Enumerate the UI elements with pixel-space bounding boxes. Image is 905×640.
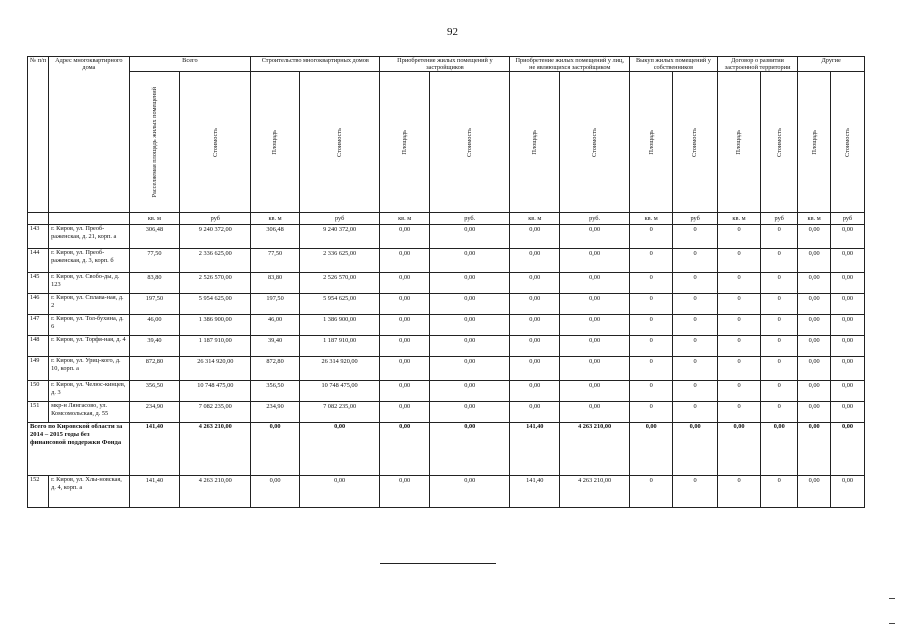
row-value: 0 xyxy=(630,336,673,357)
subheader-cost: Стоимость xyxy=(299,72,379,213)
row-value: 1 187 910,00 xyxy=(180,336,251,357)
header-row-sub xyxy=(28,72,865,213)
row-value: 0,00 xyxy=(430,294,510,315)
row-address: г. Киров, ул. Уриц-кого, д. 10, корп. а xyxy=(49,357,129,381)
row-value: 0 xyxy=(673,249,717,273)
row-value: 77,50 xyxy=(251,249,300,273)
row-value: 0,00 xyxy=(798,357,831,381)
row-value: 0 xyxy=(717,402,760,423)
table-row xyxy=(28,225,865,249)
row-value: 26 314 920,00 xyxy=(299,357,379,381)
row-value: 7 082 235,00 xyxy=(180,402,251,423)
row-value: 39,40 xyxy=(129,336,180,357)
margin-mark xyxy=(889,623,895,624)
row-address: мкр-н Лянгасово, ул. Комсомольская, д. 55 xyxy=(49,402,129,423)
subheader-area: Площадь xyxy=(510,72,560,213)
row-value: 0,00 xyxy=(380,225,430,249)
row-address: г. Киров, ул. Челюс-кинцев, д. 3 xyxy=(49,381,129,402)
row-value: 0 xyxy=(673,381,717,402)
row-value: 0,00 xyxy=(831,294,865,315)
footer-divider xyxy=(380,563,496,564)
row-address: г. Киров, ул. Тол-бухина, д. 6 xyxy=(49,315,129,336)
row-value: 0,00 xyxy=(430,249,510,273)
row-value: 0 xyxy=(717,336,760,357)
row-value: 0,00 xyxy=(430,402,510,423)
row-value: 0,00 xyxy=(831,357,865,381)
row-value: 0 xyxy=(630,402,673,423)
row-value: 0 xyxy=(717,315,760,336)
row-value: 0,00 xyxy=(430,273,510,294)
row-value: 2 526 570,00 xyxy=(299,273,379,294)
row-value: 0,00 xyxy=(380,315,430,336)
group-developer-purchase-header: Приобретение жилых помещений у застройщиков xyxy=(380,57,510,72)
row-value: 0 xyxy=(761,381,798,402)
row-value: 0,00 xyxy=(430,357,510,381)
row-value: 356,50 xyxy=(251,381,300,402)
row-value: 0,00 xyxy=(430,315,510,336)
unit-rub: руб xyxy=(831,213,865,225)
units-empty xyxy=(28,213,49,225)
row-value: 1 187 910,00 xyxy=(299,336,379,357)
row-value: 0 xyxy=(673,315,717,336)
row-value: 306,48 xyxy=(129,225,180,249)
row-value: 0,00 xyxy=(831,381,865,402)
housing-table xyxy=(27,56,865,508)
row-value: 872,80 xyxy=(251,357,300,381)
unit-sqm: кв. м xyxy=(251,213,300,225)
subheader-cost: Стоимость xyxy=(180,72,251,213)
row-value: 0,00 xyxy=(380,402,430,423)
total-value: 0,00 xyxy=(299,423,379,476)
row-value: 83,80 xyxy=(129,273,180,294)
row-value: 0 xyxy=(630,225,673,249)
row-value: 872,80 xyxy=(129,357,180,381)
row-value: 2 526 570,00 xyxy=(180,273,251,294)
table-row xyxy=(28,381,865,402)
row-value: 46,00 xyxy=(129,315,180,336)
row-value: 306,48 xyxy=(251,225,300,249)
row-value: 0 xyxy=(761,476,798,508)
row-value: 0,00 xyxy=(430,381,510,402)
row-value: 0,00 xyxy=(430,476,510,508)
row-number: 152 xyxy=(28,476,49,508)
table-row xyxy=(28,357,865,381)
unit-sqm: кв. м xyxy=(630,213,673,225)
page-number: 92 xyxy=(447,26,458,38)
row-value: 0 xyxy=(630,381,673,402)
unit-rub: руб xyxy=(180,213,251,225)
row-value: 0,00 xyxy=(380,357,430,381)
table-row xyxy=(28,249,865,273)
unit-rub: руб xyxy=(299,213,379,225)
row-value: 0 xyxy=(673,402,717,423)
table-row xyxy=(28,402,865,423)
row-number: 148 xyxy=(28,336,49,357)
row-number: 151 xyxy=(28,402,49,423)
row-address: г. Киров, ул. Преоб-раженская, д. 3, корп. б xyxy=(49,249,129,273)
row-value: 0,00 xyxy=(798,336,831,357)
group-nondeveloper-purchase-header: Приобретение жилых помещений у лиц, не являющихся застройщиком xyxy=(510,57,630,72)
row-value: 0 xyxy=(761,315,798,336)
subheader-area: Площадь xyxy=(798,72,831,213)
row-value: 0,00 xyxy=(798,273,831,294)
row-value: 9 240 372,00 xyxy=(180,225,251,249)
row-value: 0,00 xyxy=(798,225,831,249)
row-value: 7 082 235,00 xyxy=(299,402,379,423)
row-value: 0 xyxy=(761,402,798,423)
row-value: 0,00 xyxy=(380,294,430,315)
row-value: 0,00 xyxy=(380,381,430,402)
row-value: 0 xyxy=(673,357,717,381)
row-value: 0,00 xyxy=(798,476,831,508)
row-value: 0,00 xyxy=(510,402,560,423)
row-value: 10 748 475,00 xyxy=(180,381,251,402)
subheader-cost: Стоимость xyxy=(831,72,865,213)
group-construction-header: Строительство многоквартирных домов xyxy=(251,57,380,72)
row-value: 0,00 xyxy=(560,249,630,273)
row-value: 0 xyxy=(717,381,760,402)
row-value: 0 xyxy=(717,225,760,249)
row-value: 0,00 xyxy=(380,273,430,294)
total-value: 0,00 xyxy=(831,423,865,476)
total-value: 0,00 xyxy=(630,423,673,476)
group-buyout-header: Выкуп жилых помещений у собственников xyxy=(630,57,718,72)
total-value: 4 263 210,00 xyxy=(560,423,630,476)
row-value: 0 xyxy=(630,273,673,294)
row-value: 0,00 xyxy=(560,336,630,357)
row-value: 5 954 625,00 xyxy=(299,294,379,315)
total-row xyxy=(28,423,865,476)
row-value: 234,90 xyxy=(251,402,300,423)
row-value: 0 xyxy=(761,273,798,294)
row-number: 147 xyxy=(28,315,49,336)
row-address: г. Киров, ул. Сплава-ная, д. 2 xyxy=(49,294,129,315)
total-value: 0,00 xyxy=(673,423,717,476)
row-value: 9 240 372,00 xyxy=(299,225,379,249)
row-value: 0 xyxy=(717,273,760,294)
row-value: 2 336 625,00 xyxy=(299,249,379,273)
unit-sqm: кв. м xyxy=(380,213,430,225)
row-address: г. Киров, ул. Свобо-ды, д. 123 xyxy=(49,273,129,294)
row-value: 0,00 xyxy=(510,315,560,336)
row-value: 0,00 xyxy=(380,249,430,273)
row-number: 143 xyxy=(28,225,49,249)
row-address: г. Киров, ул. Торфя-ная, д. 4 xyxy=(49,336,129,357)
row-value: 0,00 xyxy=(560,381,630,402)
row-value: 4 263 210,00 xyxy=(180,476,251,508)
subheader-area: Площадь xyxy=(717,72,760,213)
row-value: 0,00 xyxy=(798,315,831,336)
row-value: 0 xyxy=(717,294,760,315)
total-value: 0,00 xyxy=(251,423,300,476)
row-value: 0 xyxy=(630,294,673,315)
subheader-cost: Стоимость xyxy=(761,72,798,213)
row-value: 2 336 625,00 xyxy=(180,249,251,273)
units-empty xyxy=(49,213,129,225)
row-value: 0,00 xyxy=(831,336,865,357)
row-value: 0 xyxy=(673,225,717,249)
row-value: 0,00 xyxy=(299,476,379,508)
row-value: 0,00 xyxy=(510,336,560,357)
row-value: 0,00 xyxy=(831,476,865,508)
unit-sqm: кв. м xyxy=(798,213,831,225)
row-value: 0,00 xyxy=(560,225,630,249)
row-value: 0 xyxy=(717,357,760,381)
row-value: 0,00 xyxy=(831,315,865,336)
row-value: 0 xyxy=(673,294,717,315)
row-value: 0,00 xyxy=(560,315,630,336)
total-value: 141,40 xyxy=(129,423,180,476)
row-value: 83,80 xyxy=(251,273,300,294)
table-row xyxy=(28,273,865,294)
table-row xyxy=(28,476,865,508)
row-value: 0,00 xyxy=(831,249,865,273)
row-value: 0,00 xyxy=(560,294,630,315)
row-value: 0,00 xyxy=(380,476,430,508)
row-number: 149 xyxy=(28,357,49,381)
row-value: 0 xyxy=(761,336,798,357)
row-value: 0,00 xyxy=(560,273,630,294)
row-value: 0 xyxy=(630,476,673,508)
row-value: 0,00 xyxy=(831,402,865,423)
total-value: 0,00 xyxy=(798,423,831,476)
row-address: г. Киров, ул. Преоб-раженская, д. 21, корп. а xyxy=(49,225,129,249)
row-value: 0,00 xyxy=(251,476,300,508)
total-value: 141,40 xyxy=(510,423,560,476)
row-value: 197,50 xyxy=(251,294,300,315)
row-value: 4 263 210,00 xyxy=(560,476,630,508)
row-value: 26 314 920,00 xyxy=(180,357,251,381)
group-other-header: Другие xyxy=(798,57,865,72)
row-value: 0 xyxy=(673,336,717,357)
row-value: 0 xyxy=(630,249,673,273)
total-value: 0,00 xyxy=(717,423,760,476)
row-value: 0,00 xyxy=(798,402,831,423)
row-number: 145 xyxy=(28,273,49,294)
row-value: 234,90 xyxy=(129,402,180,423)
subheader-area: Площадь xyxy=(251,72,300,213)
row-value: 356,50 xyxy=(129,381,180,402)
total-value: 0,00 xyxy=(380,423,430,476)
unit-rub: руб. xyxy=(430,213,510,225)
row-value: 0 xyxy=(630,357,673,381)
row-value: 10 748 475,00 xyxy=(299,381,379,402)
col-num-header: № п/п xyxy=(28,57,49,213)
row-value: 1 386 900,00 xyxy=(299,315,379,336)
row-value: 0 xyxy=(717,249,760,273)
row-value: 0,00 xyxy=(560,357,630,381)
row-number: 144 xyxy=(28,249,49,273)
subheader-area: Площадь xyxy=(630,72,673,213)
unit-sqm: кв. м xyxy=(510,213,560,225)
group-total-header: Всего xyxy=(129,57,251,72)
total-label: Всего по Кировской области за 2014 – 2015 годы без финансовой поддержки Фонда xyxy=(28,423,130,476)
col-address-header: Адрес многоквартирного дома xyxy=(49,57,129,213)
subheader-cost: Стоимость xyxy=(673,72,717,213)
unit-rub: руб. xyxy=(560,213,630,225)
header-row-groups xyxy=(28,57,865,72)
row-value: 0 xyxy=(673,476,717,508)
row-value: 5 954 625,00 xyxy=(180,294,251,315)
table-body xyxy=(28,225,865,508)
row-value: 1 386 900,00 xyxy=(180,315,251,336)
row-value: 197,50 xyxy=(129,294,180,315)
row-value: 0 xyxy=(717,476,760,508)
row-number: 146 xyxy=(28,294,49,315)
total-value: 4 263 210,00 xyxy=(180,423,251,476)
row-value: 0,00 xyxy=(831,225,865,249)
row-value: 39,40 xyxy=(251,336,300,357)
margin-mark xyxy=(889,598,895,599)
row-value: 141,40 xyxy=(129,476,180,508)
units-row xyxy=(28,213,865,225)
total-value: 0,00 xyxy=(430,423,510,476)
row-value: 141,40 xyxy=(510,476,560,508)
row-value: 0,00 xyxy=(798,381,831,402)
row-value: 0 xyxy=(761,294,798,315)
row-address: г. Киров, ул. Хлы-новская, д. 4, корп. а xyxy=(49,476,129,508)
row-value: 0,00 xyxy=(510,357,560,381)
table-row xyxy=(28,336,865,357)
row-value: 0,00 xyxy=(831,273,865,294)
row-value: 0,00 xyxy=(510,225,560,249)
row-value: 0,00 xyxy=(430,225,510,249)
row-value: 0,00 xyxy=(510,294,560,315)
table-row xyxy=(28,294,865,315)
table-row xyxy=(28,315,865,336)
row-value: 0 xyxy=(630,315,673,336)
unit-rub: руб xyxy=(761,213,798,225)
unit-sqm: кв. м xyxy=(717,213,760,225)
row-number: 150 xyxy=(28,381,49,402)
row-value: 46,00 xyxy=(251,315,300,336)
row-value: 0 xyxy=(761,357,798,381)
subheader-area: Площадь xyxy=(380,72,430,213)
row-value: 0,00 xyxy=(798,294,831,315)
row-value: 0,00 xyxy=(510,381,560,402)
unit-sqm: кв. м xyxy=(129,213,180,225)
row-value: 0,00 xyxy=(430,336,510,357)
row-value: 0 xyxy=(673,273,717,294)
group-development-contract-header: Договор о развитии застроенной территории xyxy=(717,57,797,72)
total-value: 0,00 xyxy=(761,423,798,476)
row-value: 77,50 xyxy=(129,249,180,273)
row-value: 0,00 xyxy=(798,249,831,273)
subheader-resettled-area: Расселяемая площадь жилых помещений xyxy=(129,72,180,213)
subheader-cost: Стоимость xyxy=(430,72,510,213)
row-value: 0,00 xyxy=(560,402,630,423)
subheader-cost: Стоимость xyxy=(560,72,630,213)
row-value: 0,00 xyxy=(510,249,560,273)
row-value: 0,00 xyxy=(510,273,560,294)
row-value: 0,00 xyxy=(380,336,430,357)
unit-rub: руб xyxy=(673,213,717,225)
row-value: 0 xyxy=(761,249,798,273)
row-value: 0 xyxy=(761,225,798,249)
